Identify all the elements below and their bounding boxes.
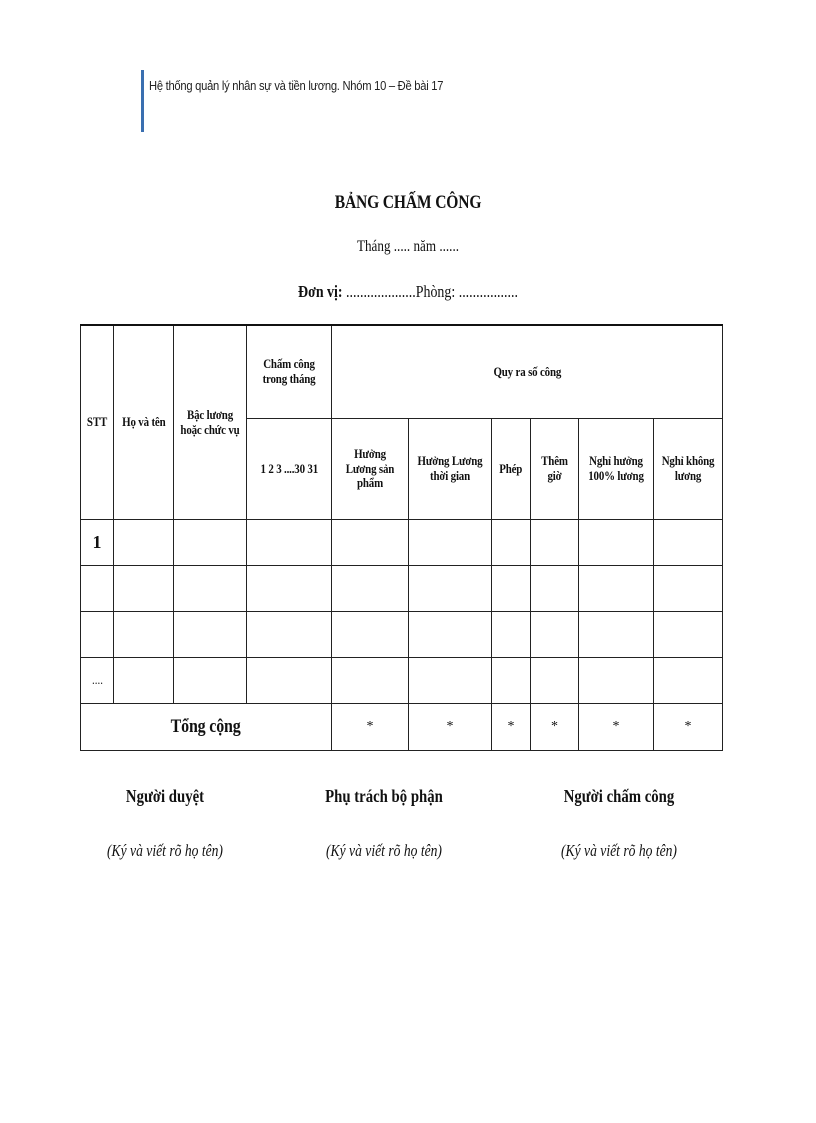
table-cell: [114, 566, 174, 612]
row-stt: ....: [81, 658, 114, 704]
table-cell: [654, 520, 723, 566]
table-cell: [332, 612, 409, 658]
header-name: Họ và tên: [114, 325, 174, 520]
table-cell: [409, 520, 492, 566]
unit-line: [73, 282, 742, 302]
header-time-pay: Hưởng Lương thời gian: [409, 419, 492, 520]
timesheet-table: [80, 324, 723, 751]
header-accent-bar: [141, 70, 144, 132]
header-product-pay: Hưởng Lương sản phẩm: [332, 419, 409, 520]
table-cell: [114, 612, 174, 658]
header-unpaid-off: Nghỉ không lương: [654, 419, 723, 520]
total-mark: *: [654, 704, 723, 751]
header-leave: Phép: [492, 419, 531, 520]
unit-label: Đơn vị:: [298, 282, 343, 301]
table-cell: [492, 566, 531, 612]
row-stt: [81, 612, 114, 658]
table-cell: [247, 566, 332, 612]
table-cell: [492, 658, 531, 704]
header-overtime: Thêm giờ: [531, 419, 579, 520]
header-text: Hệ thống quản lý nhân sự và tiền lương. Nhóm 10 – Đề bài 17: [149, 78, 444, 93]
total-label: Tổng cộng: [81, 704, 332, 751]
total-mark: *: [492, 704, 531, 751]
signature-role: Người duyệt: [125, 786, 205, 806]
row-stt: 1: [81, 520, 114, 566]
table-cell: [654, 658, 723, 704]
table-cell: [174, 658, 247, 704]
header-days: 1 2 3 ....30 31: [247, 419, 332, 520]
table-cell: [174, 566, 247, 612]
table-cell: [174, 612, 247, 658]
table-cell: [579, 612, 654, 658]
header-attendance: Chấm công trong tháng: [247, 325, 332, 419]
header-grade: Bậc lương hoặc chức vụ: [174, 325, 247, 520]
table-cell: [174, 520, 247, 566]
signature-approver: [65, 786, 265, 861]
table-cell: [332, 658, 409, 704]
table-cell: [409, 658, 492, 704]
signature-note: (Ký và viết rõ họ tên): [561, 841, 677, 860]
table-cell: [409, 566, 492, 612]
table-cell: [579, 658, 654, 704]
total-mark: *: [409, 704, 492, 751]
table-cell: [492, 612, 531, 658]
total-row: [81, 704, 723, 751]
signature-note: (Ký và viết rõ họ tên): [107, 841, 223, 860]
table-cell: [409, 612, 492, 658]
table-cell: [579, 520, 654, 566]
table-cell: [492, 520, 531, 566]
table-cell: [114, 520, 174, 566]
table-row: [81, 612, 723, 658]
document-subtitle: Tháng ..... năm ......: [356, 238, 460, 255]
table-cell: [247, 520, 332, 566]
total-mark: *: [579, 704, 654, 751]
signature-note: (Ký và viết rõ họ tên): [326, 841, 442, 860]
table-cell: [654, 612, 723, 658]
signature-timekeeper: [519, 786, 719, 861]
table-cell: [579, 566, 654, 612]
signature-role: Người chấm công: [563, 786, 675, 806]
table-row: [81, 520, 723, 566]
header-stt: STT: [81, 325, 114, 520]
table-cell: [332, 566, 409, 612]
table-cell: [654, 566, 723, 612]
row-stt: [81, 566, 114, 612]
table-row: [81, 658, 723, 704]
document-title: BẢNG CHẤM CÔNG: [334, 192, 482, 213]
table-cell: [114, 658, 174, 704]
total-mark: *: [332, 704, 409, 751]
table-cell: [531, 520, 579, 566]
table-cell: [531, 658, 579, 704]
signature-department-head: [284, 786, 484, 861]
signature-role: Phụ trách bộ phận: [325, 786, 443, 806]
table-cell: [531, 566, 579, 612]
total-mark: *: [531, 704, 579, 751]
unit-rest: ....................Phòng: .................: [342, 282, 518, 301]
table-cell: [247, 658, 332, 704]
header-paid-off: Nghỉ hưởng 100% lương: [579, 419, 654, 520]
signature-block: [80, 786, 722, 886]
table-cell: [531, 612, 579, 658]
table-cell: [332, 520, 409, 566]
header-conversion: Quy ra số công: [332, 325, 723, 419]
table-row: [81, 566, 723, 612]
table-cell: [247, 612, 332, 658]
